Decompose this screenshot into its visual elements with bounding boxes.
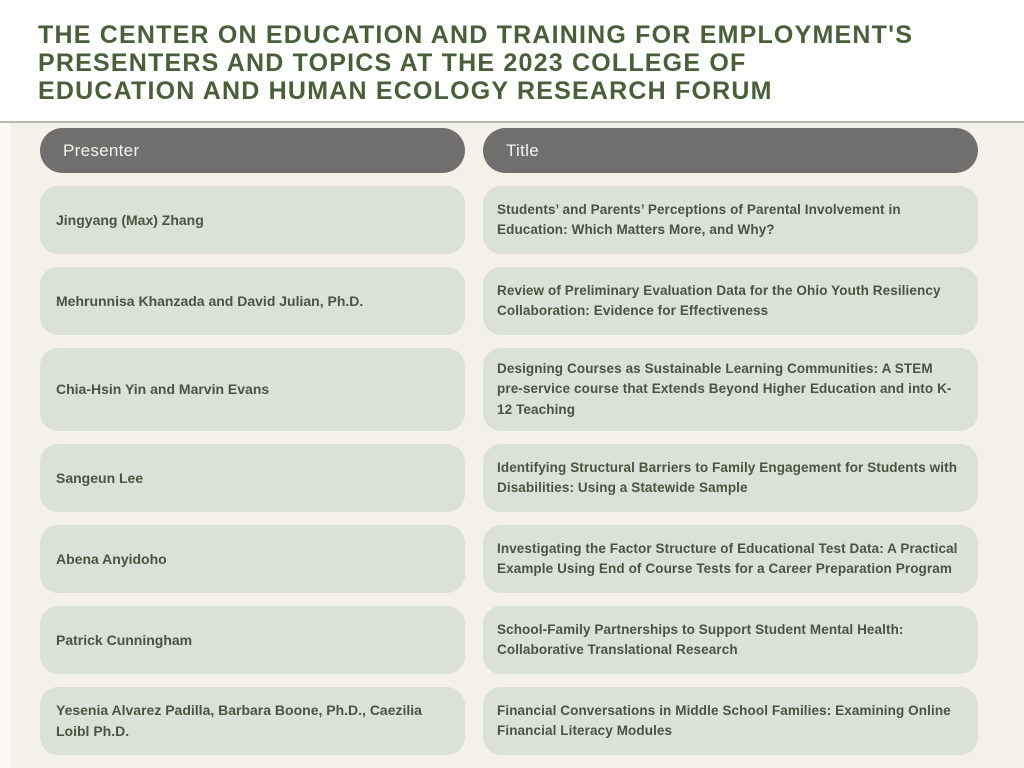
- title-cell: School-Family Partnerships to Support Student Mental Health: Collaborative Translational Research: [483, 606, 978, 674]
- title-cell: Review of Preliminary Evaluation Data for the Ohio Youth Resiliency Collaboration: Evidence for Effectiveness: [483, 267, 978, 335]
- title-cell: Identifying Structural Barriers to Family Engagement for Students with Disabilities: Using a Statewide Sample: [483, 444, 978, 512]
- presenters-table: [40, 128, 1024, 755]
- page-title-line-2: PRESENTERS AND TOPICS AT THE 2023 COLLEGE OF: [38, 49, 747, 77]
- title-cell: Students’ and Parents’ Perceptions of Parental Involvement in Education: Which Matters More, and Why?: [483, 186, 978, 254]
- title-cell: Investigating the Factor Structure of Educational Test Data: A Practical Example Using End of Course Tests for a Career Preparation Program: [483, 525, 978, 593]
- presenter-cell: Sangeun Lee: [40, 444, 465, 512]
- presenter-cell: Patrick Cunningham: [40, 606, 465, 674]
- column-header-title: Title: [483, 128, 978, 173]
- presenter-cell: Chia-Hsin Yin and Marvin Evans: [40, 348, 465, 431]
- title-cell: Financial Conversations in Middle School Families: Examining Online Financial Literacy Modules: [483, 687, 978, 755]
- page-title: [38, 21, 994, 105]
- presenter-cell: Yesenia Alvarez Padilla, Barbara Boone, Ph.D., Caezilia Loibl Ph.D.: [40, 687, 465, 755]
- header-band: [0, 0, 1024, 123]
- page-title-line-1: THE CENTER ON EDUCATION AND TRAINING FOR EMPLOYMENT'S: [38, 21, 914, 49]
- presenter-cell: Jingyang (Max) Zhang: [40, 186, 465, 254]
- presenter-cell: Mehrunnisa Khanzada and David Julian, Ph.D.: [40, 267, 465, 335]
- page-title-line-3: EDUCATION AND HUMAN ECOLOGY RESEARCH FORUM: [38, 77, 773, 105]
- presenter-cell: Abena Anyidoho: [40, 525, 465, 593]
- column-header-presenter: Presenter: [40, 128, 465, 173]
- table-area: [0, 123, 1024, 768]
- title-cell: Designing Courses as Sustainable Learning Communities: A STEM pre-service course that Extends Beyond Higher Education and into K-12 Teaching: [483, 348, 978, 431]
